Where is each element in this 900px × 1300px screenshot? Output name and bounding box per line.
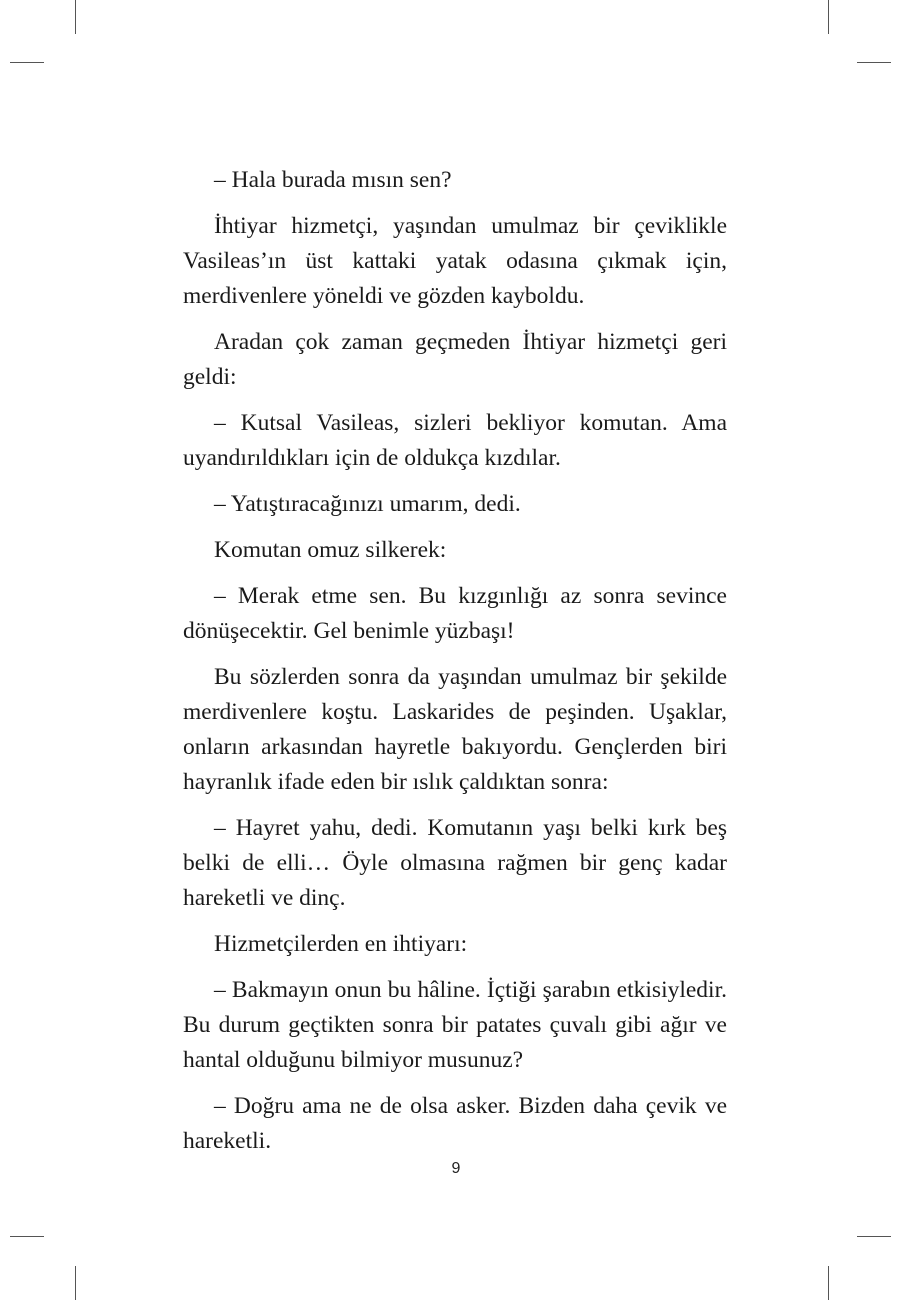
page-number: 9 (451, 1160, 461, 1177)
crop-mark-top-right-horizontal (857, 62, 891, 63)
paragraph: – Merak etme sen. Bu kızgınlığı az sonra sevince dönüşecektir. Gel benimle yüzbaşı! (183, 583, 727, 644)
paragraph: – Hala burada mısın sen? (214, 167, 452, 193)
paragraph: – Yatıştıracağınızı umarım, dedi. (214, 491, 521, 517)
crop-mark-bottom-right-horizontal (857, 1236, 891, 1237)
page-body-text (183, 163, 727, 1170)
paragraph: Komutan omuz silkerek: (214, 537, 447, 563)
crop-mark-bottom-left-vertical (75, 1266, 76, 1300)
paragraph: – Hayret yahu, dedi. Komutanın yaşı belki kırk beş belki de elli… Öyle olmasına rağmen bir genç kadar hareketli ve dinç. (183, 815, 727, 911)
crop-mark-top-right-vertical (828, 0, 829, 34)
paragraph: Hizmetçilerden en ihtiyarı: (214, 931, 468, 957)
paragraph: İhtiyar hizmetçi, yaşından umulmaz bir çeviklikle Vasileas’ın üst kattaki yatak odasına çıkmak için, merdivenlere yöneldi ve gözden kayboldu. (183, 213, 727, 309)
paragraph: – Kutsal Vasileas, sizleri bekliyor komutan. Ama uyandırıldıkları için de oldukça kızdılar. (183, 410, 727, 471)
crop-mark-top-left-horizontal (10, 62, 44, 63)
paragraph: – Doğru ama ne de olsa asker. Bizden daha çevik ve hareketli. (183, 1093, 727, 1154)
crop-mark-bottom-right-vertical (828, 1266, 829, 1300)
crop-mark-top-left-vertical (75, 0, 76, 34)
paragraph: Aradan çok zaman geçmeden İhtiyar hizmetçi geri geldi: (183, 329, 727, 390)
paragraph: – Bakmayın onun bu hâline. İçtiği şarabın etkisiyledir. Bu durum geçtikten sonra bir patates çuvalı gibi ağır ve hantal olduğunu bilmiyor musunuz? (183, 977, 727, 1073)
crop-mark-bottom-left-horizontal (10, 1236, 44, 1237)
paragraph: Bu sözlerden sonra da yaşından umulmaz bir şekilde merdivenlere koştu. Laskarides de peşinden. Uşaklar, onların arkasından hayretle bakıyordu. Gençlerden biri hayranlık ifade eden bir ıslık çaldıktan sonra: (183, 664, 727, 795)
